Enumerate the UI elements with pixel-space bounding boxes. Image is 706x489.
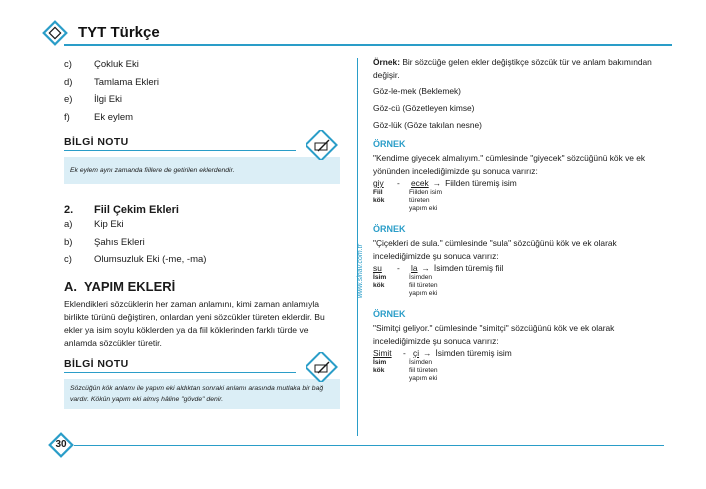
list-2 [64, 216, 340, 269]
morphology: giy - ecek → Fiilden türemiş isim Fiil kök Fiilden isim türeten yapım eki [373, 178, 517, 212]
list-item: a) Kip Eki [64, 219, 124, 230]
example-block-2 [373, 221, 663, 298]
suffix-word: la [411, 263, 418, 273]
pen-note-icon [306, 130, 340, 160]
watermark-text: www.sinav.com.tr [357, 244, 364, 298]
example-block-1 [373, 136, 663, 213]
morphology: su - la → İsimden türemiş fiil İsim kök İsimden fiil türeten yapım eki [373, 263, 504, 297]
note-title: BİLGİ NOTU [64, 358, 296, 373]
list-item: e) İlgi Eki [64, 94, 122, 105]
example-heading: ÖRNEK [373, 309, 406, 319]
note-body: Ek eylem aynı zamanda fiillere de getirilen eklerdendir. [64, 157, 340, 184]
example-line: Göz-lük (Göze takılan nesne) [373, 120, 482, 130]
list-item: b) Şahıs Ekleri [64, 236, 145, 248]
example-line: Göz-cü (Gözetleyen kimse) [373, 103, 475, 113]
info-note-2 [64, 358, 340, 409]
intro-paragraph: Örnek: Bir sözcüğe gelen ekler değiştikçe sözcük tür ve anlam bakımından değişir. [373, 57, 652, 80]
arrow-icon: → [421, 263, 430, 273]
list-item: c) Çokluk Eki [64, 59, 139, 70]
left-column [64, 56, 340, 409]
arrow-icon: → [432, 178, 442, 188]
example-text: "Kendime giyecek almalıyım." cümlesinde "giyecek" sözcüğünü kök ve ek yönünden incelediğimizde şu sonuca varırız: [373, 153, 646, 176]
page-header [36, 18, 672, 52]
page-number: 30 [55, 439, 67, 450]
suffix-word: çi [413, 348, 420, 358]
example-block-3 [373, 306, 663, 383]
header-title: TYT Türkçe [78, 24, 160, 41]
list-item: f) Ek eylem [64, 111, 134, 123]
list-1 [64, 56, 340, 126]
section-heading: A. YAPIM EKLERİ [64, 278, 176, 294]
header-rule [64, 44, 672, 46]
root-word: su [373, 263, 382, 273]
paragraph: Eklendikleri sözcüklerin her zaman anlamını, kimi zaman anlamıyla birlikte türünü değiştiren, onlardan yeni sözcükler türeten eklerdir. Bu ekler ya isim soylu köklerden ya da fiil köklerinden farklı türde ve anlamda sözcükler türetir. [64, 298, 325, 348]
note-title: BİLGİ NOTU [64, 136, 296, 151]
list-item: d) Tamlama Ekleri [64, 76, 159, 88]
info-note-1 [64, 136, 340, 184]
section-heading: 2. Fiil Çekim Ekleri [64, 204, 179, 216]
example-line: Göz-le-mek (Beklemek) [373, 86, 461, 96]
example-heading: ÖRNEK [373, 139, 406, 149]
example-heading: ÖRNEK [373, 224, 406, 234]
morphology: Simit - çi → İsimden türemiş isim İsim kök İsimden fiil türeten yapım eki [373, 348, 512, 382]
suffix-word: ecek [411, 178, 429, 188]
footer-rule [74, 445, 664, 446]
diamond-logo-icon [42, 20, 68, 46]
example-text: "Simitçi geliyor." cümlesinde "simitçi" sözcüğünü kök ve ek olarak incelediğimizde şu sonuca varırız: [373, 323, 615, 346]
list-item: c) Olumsuzluk Eki (-me, -ma) [64, 254, 207, 265]
root-word: Simit [373, 348, 392, 358]
root-word: giy [373, 178, 384, 188]
example-text: "Çiçekleri de sula." cümlesinde "sula" sözcüğünü kök ve ek olarak incelediğimizde şu sonuca varırız: [373, 238, 617, 261]
note-body: Sözcüğün kök anlamı ile yapım eki aldıktan sonraki anlamı arasında mutlaka bir bağ vardır. Kökün yapım eki almış hâline "gövde" denir. [64, 379, 340, 409]
right-column [373, 56, 663, 383]
arrow-icon: → [423, 348, 432, 358]
pen-note-icon [306, 352, 340, 382]
site-watermark [346, 210, 370, 300]
